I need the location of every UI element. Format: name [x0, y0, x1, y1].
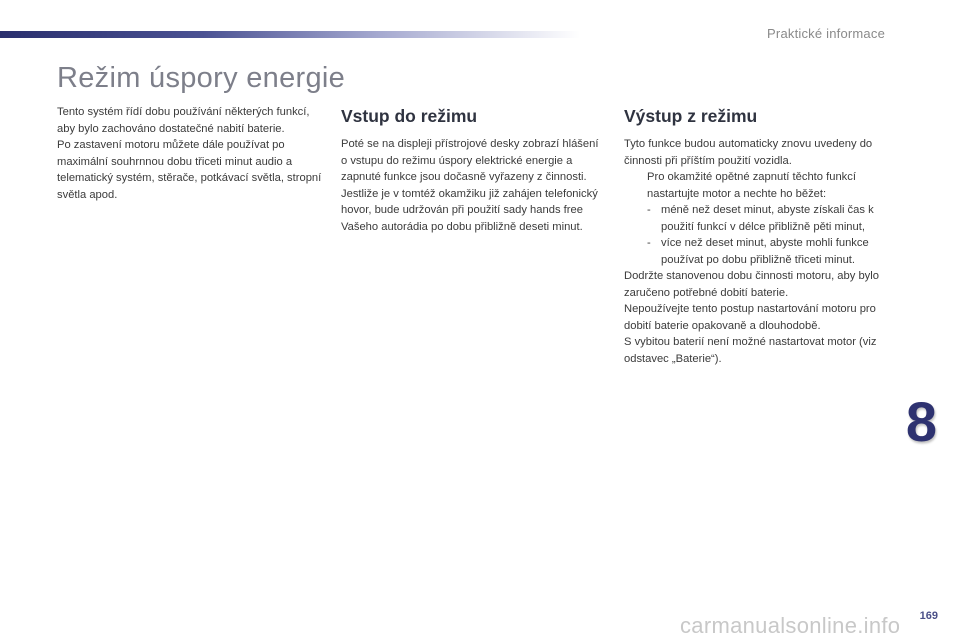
exit-dash-text-1: méně než deset minut, abyste získali čas k použití funkcí v délce přibližně pěti minut,	[661, 204, 874, 233]
page-number: 169	[919, 610, 938, 622]
exit-dash-text-2: více než deset minut, abyste mohli funkce používat po dobu přibližně třiceti minut.	[661, 237, 869, 266]
intro-paragraph-1: Tento systém řídí dobu používání některých funkcí, aby bylo zachováno dostatečné nabití baterie.	[57, 106, 310, 135]
bullet-icon	[624, 169, 647, 202]
exit-paragraph-2: Nepoužívejte tento postup nastartování motoru pro dobití baterie opakovaně a dlouhodobě.	[624, 303, 876, 332]
watermark: carmanualsonline.info	[680, 613, 901, 638]
chapter-number: 8	[905, 390, 937, 453]
header-gradient-bar	[0, 31, 580, 38]
exit-dash-item-1	[624, 202, 889, 235]
exit-paragraph-3: S vybitou baterií není možné nastartovat motor (viz odstavec „Baterie“).	[624, 336, 877, 365]
intro-paragraph-2: Po zastavení motoru můžete dále používat po maximální souhrnnou dobu třiceti minut audio a telematický systém, stěrače, potkávací světla, stropní světla apod.	[57, 139, 322, 201]
page-title: Režim úspory energie	[57, 62, 346, 94]
exit-heading: Výstup z režimu	[624, 106, 758, 126]
dash-icon: -	[647, 237, 651, 249]
exit-paragraph-1: Dodržte stanovenou dobu činnosti motoru, aby bylo zaručeno potřebné dobití baterie.	[624, 270, 879, 299]
exit-column	[624, 104, 889, 367]
exit-intro: Tyto funkce budou automaticky znovu uvedeny do činnosti při příštím použití vozidla.	[624, 138, 873, 167]
entry-heading: Vstup do režimu	[341, 106, 478, 126]
exit-bullet	[624, 169, 889, 202]
intro-column	[57, 104, 325, 203]
exit-bullet-text: Pro okamžité opětné zapnutí těchto funkcí nastartujte motor a nechte ho běžet:	[647, 171, 856, 200]
entry-paragraph-1: Poté se na displeji přístrojové desky zobrazí hlášení o vstupu do režimu úspory elektrické energie a zapnuté funkce jsou dočasně vyřazeny z činnosti.	[341, 138, 599, 183]
section-title: Praktické informace	[767, 26, 885, 41]
entry-column	[341, 104, 601, 235]
entry-paragraph-2: Jestliže je v tomtéž okamžiku již zahájen telefonický hovor, bude udržován při použití sady hands free Vašeho autorádia po dobu přibližně deseti minut.	[341, 187, 598, 233]
dash-icon: -	[647, 204, 651, 216]
exit-dash-item-2	[624, 235, 889, 268]
